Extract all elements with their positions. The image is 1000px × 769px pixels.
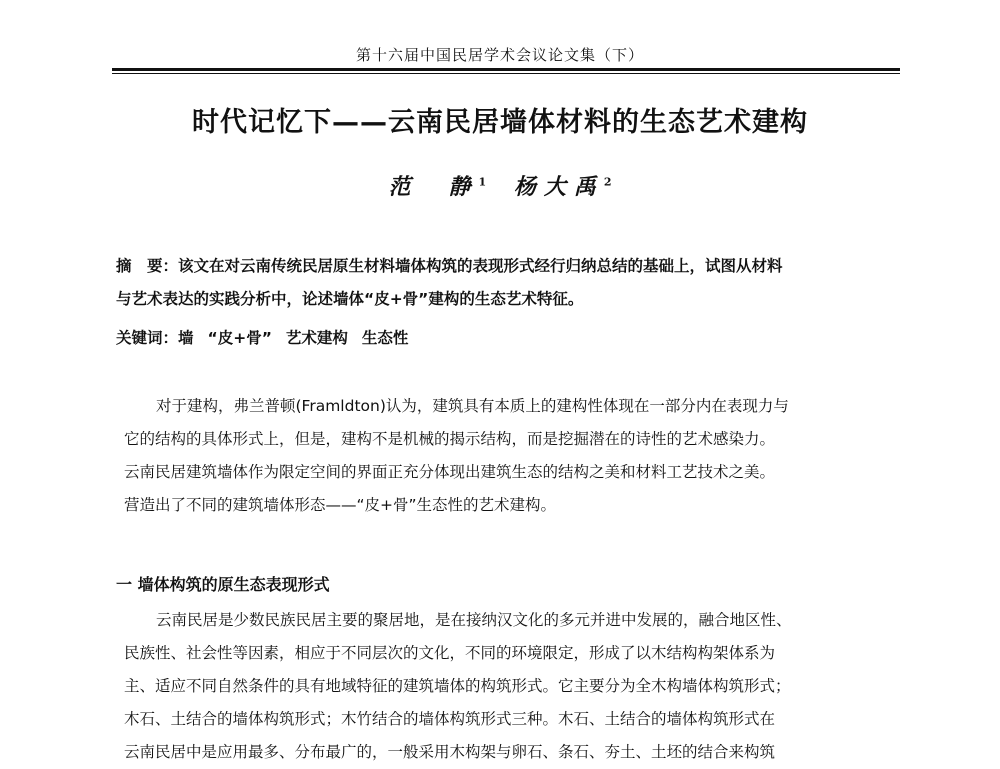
paragraph-line: 对于建构，弗兰普顿(Framldton)认为，建筑具有本质上的建构性体现在一部分内在表现力与 bbox=[156, 397, 789, 415]
keyword: 艺术建构 bbox=[285, 329, 348, 347]
header-rule bbox=[112, 68, 900, 71]
abstract-text-line: 与艺术表达的实践分析中，论述墙体“皮+骨”建构的生态艺术特征。 bbox=[116, 290, 584, 308]
intro-paragraph bbox=[124, 390, 894, 522]
section-paragraph bbox=[124, 604, 894, 769]
section-heading: 一 墙体构筑的原生态表现形式 bbox=[116, 575, 330, 594]
paragraph-line: 云南民居是少数民族民居主要的聚居地，是在接纳汉文化的多元并进中发展的，融合地区性、 bbox=[156, 611, 792, 629]
author-list bbox=[0, 170, 1000, 201]
keywords-label: 关键词： bbox=[116, 329, 179, 347]
keyword: 生态性 bbox=[361, 329, 409, 347]
keywords bbox=[116, 322, 906, 355]
author-affiliation-mark: 2 bbox=[603, 175, 612, 189]
paragraph-line: 营造出了不同的建筑墙体形态——“皮+骨”生态性的艺术建构。 bbox=[124, 496, 557, 514]
paragraph-line: 云南民居建筑墙体作为限定空间的界面正充分体现出建筑生态的结构之美和材料工艺技术之美。 bbox=[124, 463, 776, 481]
paragraph-line: 它的结构的具体形式上，但是，建构不是机械的揭示结构，而是挖掘潜在的诗性的艺术感染力。 bbox=[124, 430, 776, 448]
author-name: 范 静 bbox=[388, 174, 479, 200]
paragraph-line: 云南民居中是应用最多、分布最广的，一般采用木构架与卵石、条石、夯土、土坯的结合来构筑 bbox=[124, 743, 776, 761]
paragraph-line: 木石、土结合的墙体构筑形式；木竹结合的墙体构筑形式三种。木石、土结合的墙体构筑形式在 bbox=[124, 710, 776, 728]
keyword: “皮+骨” bbox=[207, 329, 272, 347]
abstract-label: 摘 要： bbox=[116, 257, 179, 275]
author-affiliation-mark: 1 bbox=[478, 175, 487, 189]
abstract bbox=[116, 250, 906, 316]
author-1 bbox=[388, 170, 486, 201]
header-rule-thin bbox=[112, 73, 900, 74]
running-header: 第十六届中国民居学术会议论文集（下） bbox=[355, 46, 644, 64]
paper-title: 时代记忆下——云南民居墙体材料的生态艺术建构 bbox=[192, 107, 808, 138]
paragraph-line: 民族性、社会性等因素，相应于不同层次的文化，不同的环境限定，形成了以木结构构架体系为 bbox=[124, 644, 776, 662]
keyword: 墙 bbox=[178, 329, 194, 347]
author-name: 杨大禹 bbox=[513, 174, 604, 200]
paragraph-line: 主、适应不同自然条件的具有地域特征的建筑墙体的构筑形式。它主要分为全木构墙体构筑形式； bbox=[124, 677, 791, 695]
author-2 bbox=[514, 170, 612, 201]
abstract-text-line: 该文在对云南传统民居原生材料墙体构筑的表现形式经行归纳总结的基础上，试图从材料 bbox=[178, 257, 783, 275]
